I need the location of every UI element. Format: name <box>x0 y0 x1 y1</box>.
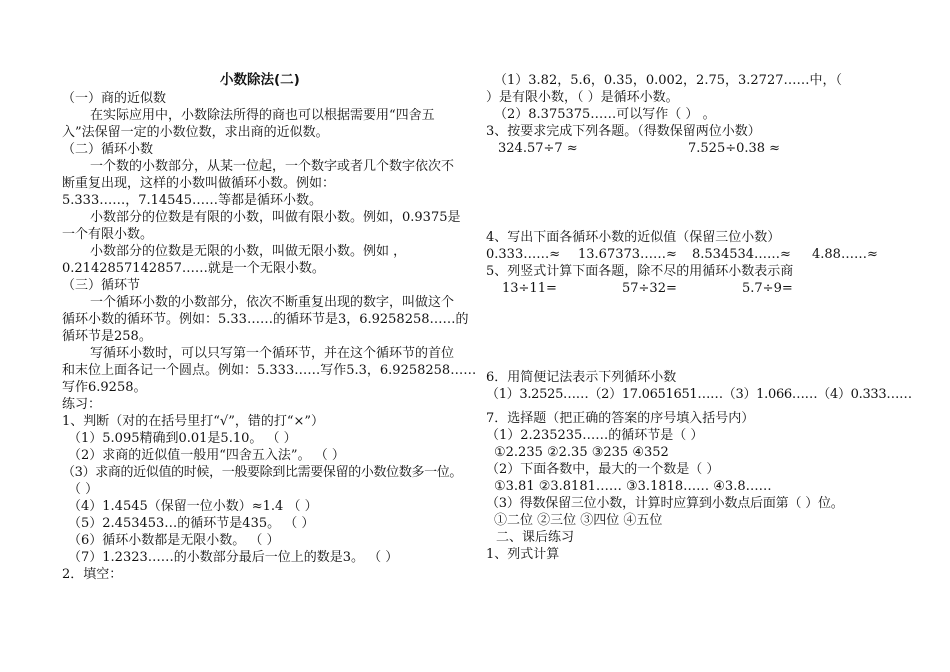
section-heading: （一）商的近似数 <box>62 91 167 106</box>
expression: 0.333……≈ <box>486 247 561 262</box>
paragraph-line: 断重复出现，这样的小数叫做循环小数。例如： <box>62 176 336 191</box>
question-item: （4）1.4545（保留一位小数）≈1.4 （ ） <box>68 499 318 514</box>
section-heading: （三）循环节 <box>62 278 141 293</box>
question-heading: 2．填空： <box>62 567 123 582</box>
paragraph-line: 一个有限小数。 <box>62 227 154 242</box>
question-item: （2）下面各数中，最大的一个数是（ ） <box>486 462 720 477</box>
paragraph-line: 和末位上面各记一个圆点。例如：5.333……写作5.3，6.9258258…… <box>62 363 477 378</box>
question-heading: 3、按要求完成下列各题。（得数保留两位小数） <box>486 124 761 139</box>
question-item: （1）3.2525……（2）17.0651651……（3）1.066……（4）0.333…… <box>486 387 912 402</box>
section-heading: 二、课后练习 <box>496 530 575 545</box>
expression: 57÷32= <box>622 281 677 296</box>
paragraph-line: 入”法保留一定的小数位数，求出商的近似数。 <box>62 125 329 140</box>
paragraph-line: 小数部分的位数是有限的小数，叫做有限小数。例如，0.9375是 <box>90 210 461 225</box>
practice-heading: 练习： <box>62 397 102 412</box>
paragraph-line: 写循环小数时，可以只写第一个循环节，并在这个循环节的首位 <box>90 346 455 361</box>
paragraph-line: 一个数的小数部分，从某一位起，一个数字或者几个数字依次不 <box>90 159 455 174</box>
paragraph-line: 一个循环小数的小数部分，依次不断重复出现的数字，叫做这个 <box>90 295 455 310</box>
question-heading: 1、判断（对的在括号里打“√”，错的打“×”） <box>62 414 325 429</box>
expression: 324.57÷7 ≈ <box>498 141 578 156</box>
question-heading: 7．选择题（把正确的答案的序号填入括号内） <box>486 411 755 426</box>
question-item: （7）1.2323……的小数部分最后一位上的数是3。 （ ） <box>68 550 399 565</box>
question-item: （1）3.82，5.6，0.35，0.002，2.75，3.2727……中，（ <box>494 73 842 88</box>
paragraph-line: 循环小数的循环节。例如：5.33……的循环节是3，6.9258258……的 <box>62 312 469 327</box>
paragraph-line: 5.333……，7.14545……等都是循环小数。 <box>62 193 322 208</box>
question-item: （1）5.095精确到0.01是5.10。 （ ） <box>68 431 297 446</box>
page-title: 小数除法(二) <box>220 72 300 88</box>
question-heading: 1、列式计算 <box>486 547 560 562</box>
question-heading: 4、写出下面各循环小数的近似值（保留三位小数） <box>486 230 781 245</box>
answer-options: ①2.235 ②2.35 ③235 ④352 <box>494 445 669 460</box>
paragraph-line: 0.2142857142857……就是一个无限小数。 <box>62 261 325 276</box>
question-item: （1）2.235235……的循环节是（ ） <box>486 428 704 443</box>
paragraph-line: 循环节是258。 <box>62 329 152 344</box>
paragraph-line: 小数部分的位数是无限的小数，叫做无限小数。例如 ， <box>90 244 407 259</box>
expression: 8.534534……≈ <box>692 247 791 262</box>
question-item: （6）循环小数都是无限小数。 （ ） <box>68 533 280 548</box>
question-item: （ ） <box>68 482 99 497</box>
answer-options: ①二位 ②三位 ③四位 ④五位 <box>494 513 663 528</box>
expression: 4.88……≈ <box>812 247 878 262</box>
question-heading: 5、列竖式计算下面各题，除不尽的用循环小数表示商 <box>486 264 794 279</box>
question-item: （2）8.375375……可以写作（ ） 。 <box>494 107 716 122</box>
question-item: （3）求商的近似值的时候，一般要除到比需要保留的小数位数多一位。 <box>62 465 463 480</box>
section-heading: （二）循环小数 <box>62 142 154 157</box>
question-heading: 6．用简便记法表示下列循环小数 <box>486 370 677 385</box>
paragraph-line: 写作6.9258。 <box>62 380 147 395</box>
question-item: （5）2.453453…的循环节是435。 （ ） <box>68 516 315 531</box>
question-item: （3）得数保留三位小数，计算时应算到小数点后面第（ ）位。 <box>486 496 844 511</box>
expression: 13÷11= <box>502 281 557 296</box>
paragraph-line: 在实际应用中，小数除法所得的商也可以根据需要用“四舍五 <box>90 108 435 123</box>
answer-options: ①3.81 ②3.8181…… ③3.1818…… ④3.8…… <box>494 479 772 494</box>
expression: 13.67373……≈ <box>578 247 677 262</box>
expression: 5.7÷9= <box>742 281 793 296</box>
question-item: （2）求商的近似值一般用“四舍五入法”。 （ ） <box>68 448 345 463</box>
question-item: ）是有限小数，（ ）是循环小数。 <box>486 90 679 105</box>
expression: 7.525÷0.38 ≈ <box>688 141 781 156</box>
